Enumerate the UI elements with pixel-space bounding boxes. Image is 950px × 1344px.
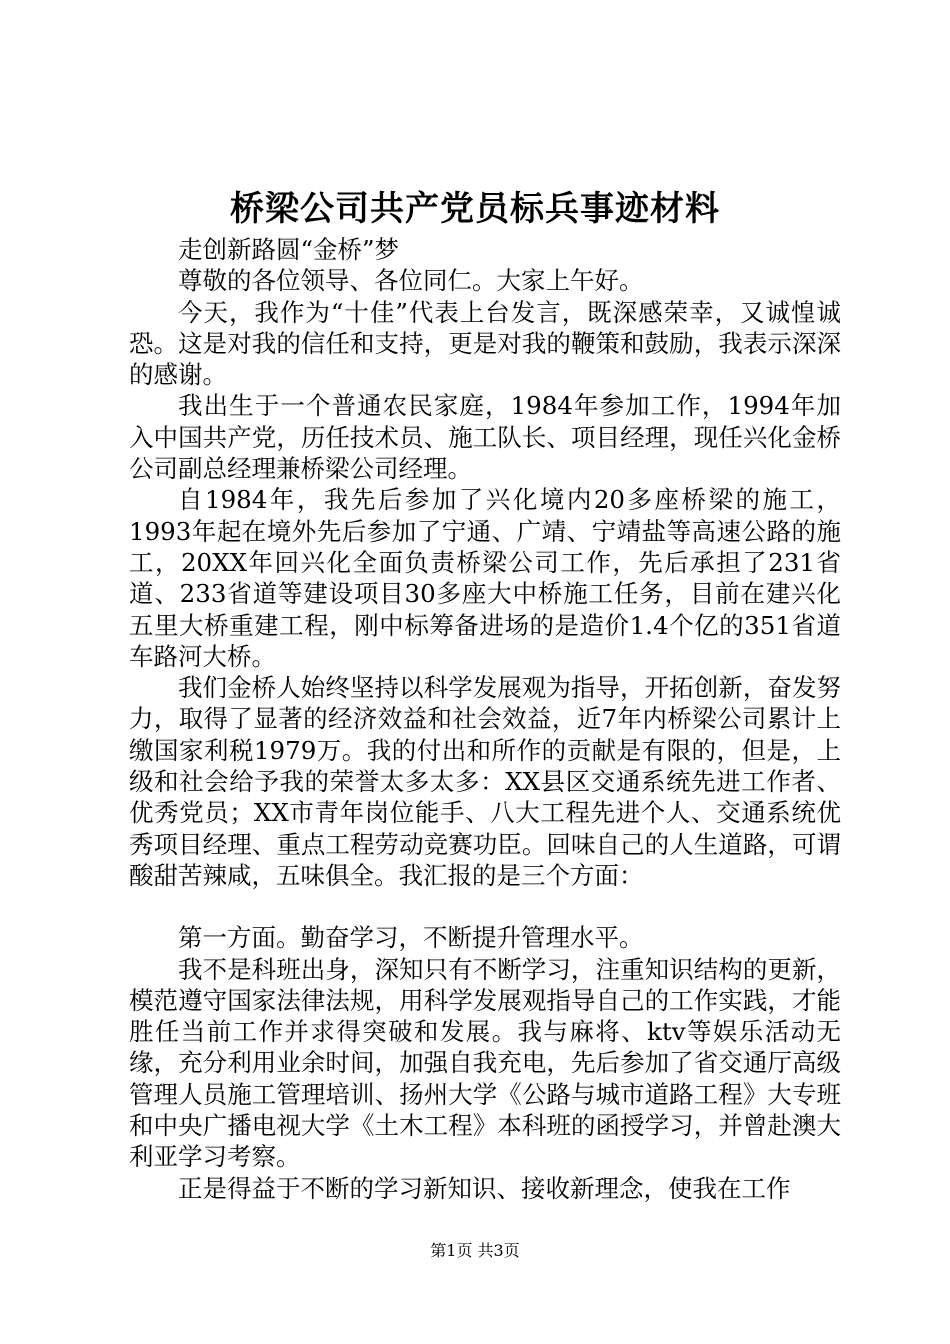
paragraph: 我们金桥人始终坚持以科学发展观为指导，开拓创新，奋发努力，取得了显著的经济效益和社会效益，近7年内桥梁公司累计上缴国家利税1979万。我的付出和所作的贡献是有限的，但是，上级和社会给予我的荣誉太多太多：XX县区交通系统先进工作者、优秀党员；XX市青年岗位能手、八大工程先进个人、交通系统优秀项目经理、重点工程劳动竞赛功臣。回味自己的人生道路，可谓酸甜苦辣咸，五味俱全。我汇报的是三个方面： [129,673,841,890]
document-body [129,234,841,1204]
page-footer: 第1页 共3页 [430,1241,520,1260]
paragraph: 正是得益于不断的学习新知识、接收新理念，使我在工作 [178,1173,791,1203]
section-heading: 第一方面。勤奋学习，不断提升管理水平。 [178,923,644,953]
paragraph: 自1984年，我先后参加了兴化境内20多座桥梁的施工，1993年起在境外先后参加了宁通、广靖、宁靖盐等高速公路的施工，20XX年回兴化全面负责桥梁公司工作，先后承担了231省道、233省道等建设项目30多座大中桥施工任务，目前在建兴化五里大桥重建工程，刚中标筹备进场的是造价1.4个亿的351省道车路河大桥。 [129,485,841,671]
document-title: 桥梁公司共产党员标兵事迹材料 [230,189,720,229]
paragraph: 我不是科班出身，深知只有不断学习，注重知识结构的更新，模范遵守国家法律法规，用科学发展观指导自己的工作实践，才能胜任当前工作并求得突破和发展。我与麻将、ktv等娱乐活动无缘，充分利用业余时间，加强自我充电，先后参加了省交通厅高级管理人员施工管理培训、扬州大学《公路与城市道路工程》大专班和中央广播电视大学《土木工程》本科班的函授学习，并曾赴澳大利亚学习考察。 [129,954,841,1172]
paragraph-subtitle: 走创新路圆“金桥”梦 [178,235,400,264]
paragraph: 今天，我作为“十佳”代表上台发言，既深感荣幸，又诚惶诚恐。这是对我的信任和支持，更是对我的鞭策和鼓励，我表示深深的感谢。 [129,297,841,390]
paragraph: 我出生于一个普通农民家庭，1984年参加工作，1994年加入中国共产党，历任技术员、施工队长、项目经理，现任兴化金桥公司副总经理兼桥梁公司经理。 [129,391,841,484]
paragraph-greeting: 尊敬的各位领导、各位同仁。大家上午好。 [178,266,644,296]
